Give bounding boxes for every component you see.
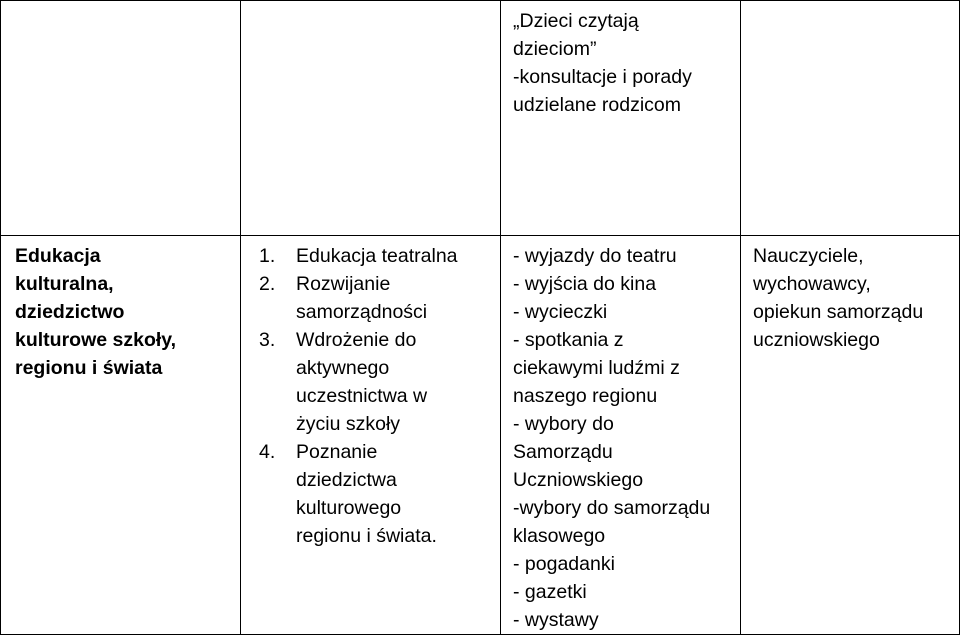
activity-line: - gazetki	[513, 581, 587, 603]
goals-list	[253, 242, 490, 550]
table-cell-activities	[501, 236, 741, 635]
table-cell-activities-top	[501, 1, 741, 236]
area-text-line: regionu i świata	[15, 357, 163, 379]
activity-line: - pogadanki	[513, 553, 615, 575]
activity-line: - wyjścia do kina	[513, 273, 657, 295]
area-text-line: dziedzictwo	[15, 301, 125, 323]
list-item: Wdrożenie do aktywnego uczestnictwa w życiu szkoły	[296, 329, 428, 435]
activity-line: - wyjazdy do teatru	[513, 245, 677, 267]
activity-line: - wycieczki	[513, 301, 608, 323]
responsible-line: wychowawcy,	[753, 273, 871, 295]
area-text-line: kulturalna,	[15, 273, 114, 295]
activity-line: - spotkania z	[513, 329, 624, 351]
activity-line: Uczniowskiego	[513, 469, 644, 491]
cell-text-line: dzieciom”	[513, 38, 597, 60]
area-text-line: Edukacja	[15, 245, 101, 267]
responsible-line: Nauczyciele,	[753, 245, 864, 267]
cell-text-line: udzielane rodzicom	[513, 94, 682, 116]
list-item: Rozwijanie samorządności	[296, 273, 428, 323]
responsible-line: uczniowskiego	[753, 329, 880, 351]
table-row	[1, 236, 960, 635]
table-cell-area	[1, 236, 241, 635]
cell-text-line: -konsultacje i porady	[513, 66, 692, 88]
table-cell-empty	[1, 1, 241, 236]
list-item: Edukacja teatralna	[296, 245, 458, 267]
activity-line: klasowego	[513, 525, 606, 547]
activity-line: - wystawy	[513, 609, 599, 631]
table-row	[1, 1, 960, 236]
activity-line: -wybory do samorządu	[513, 497, 711, 519]
table-cell-empty	[241, 1, 501, 236]
list-item: Poznanie dziedzictwa kulturowego regionu i świata.	[296, 441, 437, 547]
cell-text-line: „Dzieci czytają	[513, 10, 639, 32]
responsible-line: opiekun samorządu	[753, 301, 924, 323]
table-cell-responsible	[741, 236, 960, 635]
activity-line: - wybory do	[513, 413, 614, 435]
activity-line: Samorządu	[513, 441, 613, 463]
area-text-line: kulturowe szkoły,	[15, 329, 177, 351]
table-cell-empty	[741, 1, 960, 236]
activity-line: naszego regionu	[513, 385, 658, 407]
table-cell-goals	[241, 236, 501, 635]
activity-line: ciekawymi ludźmi z	[513, 357, 680, 379]
